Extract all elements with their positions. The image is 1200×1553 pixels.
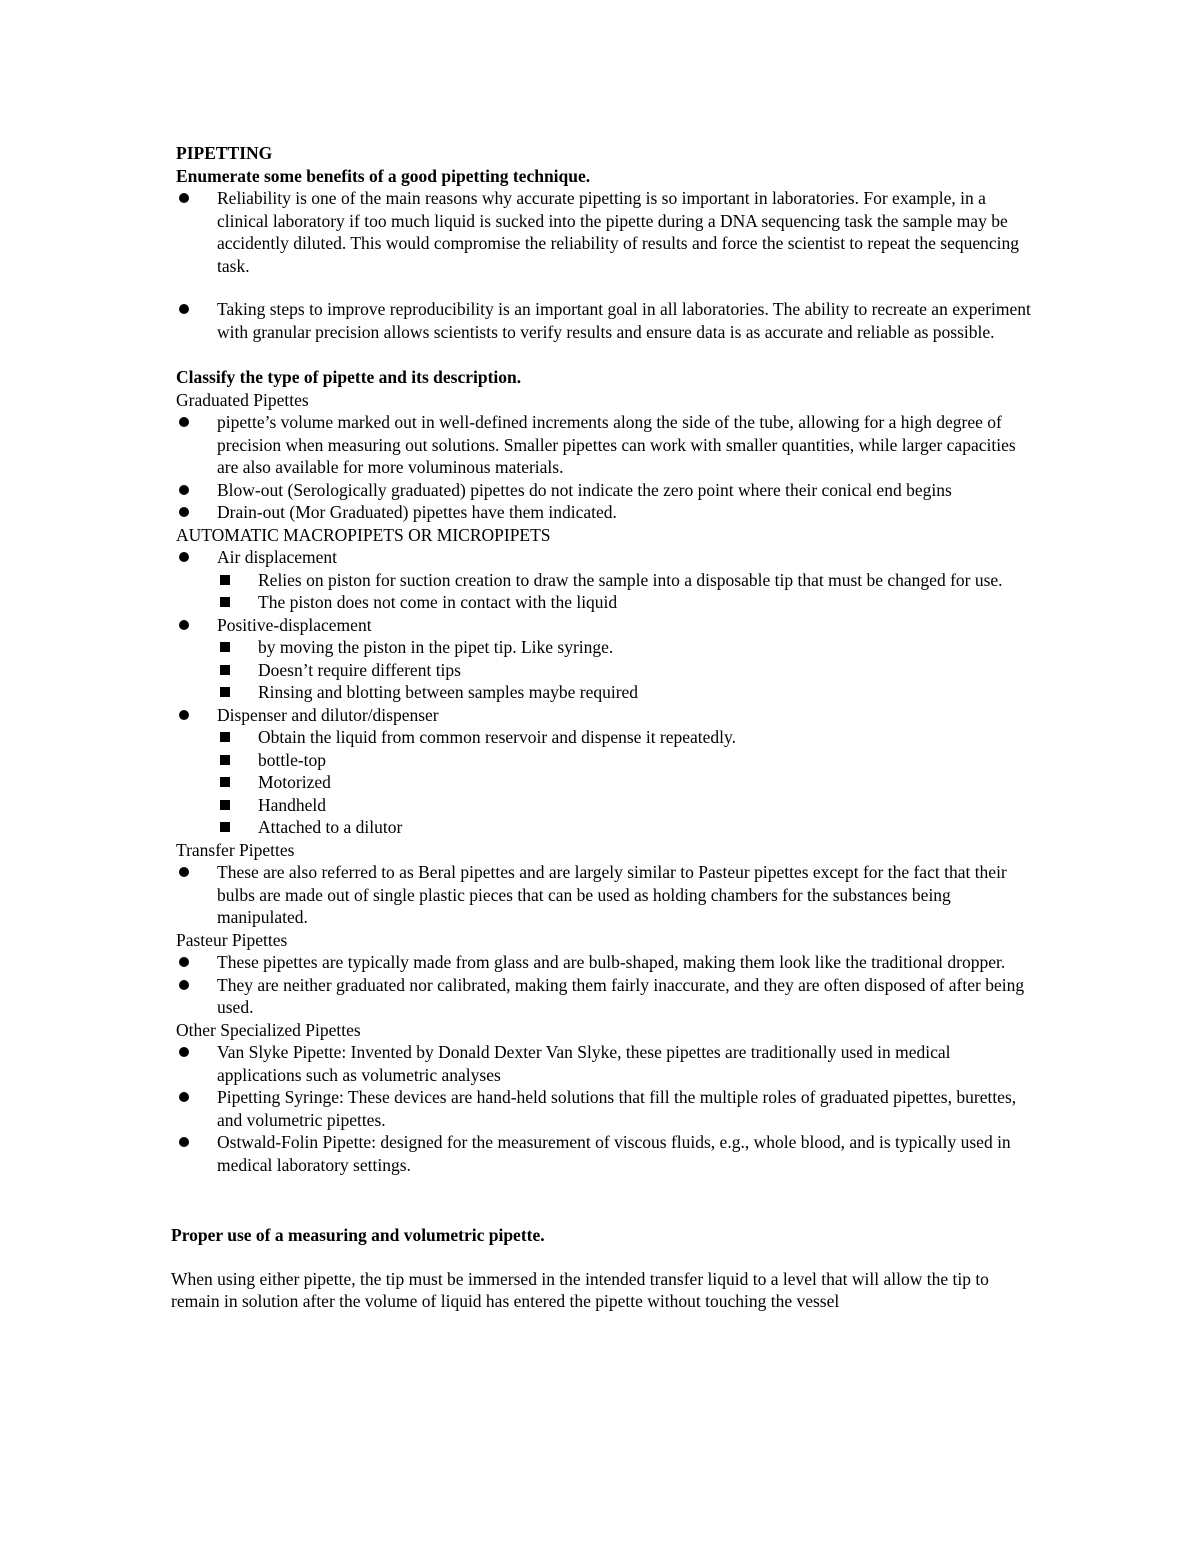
specialized-list bbox=[176, 1041, 1036, 1176]
square-bullet-icon bbox=[220, 575, 230, 585]
pasteur-list bbox=[176, 951, 1036, 1019]
bullet-icon bbox=[179, 417, 189, 427]
document-title: PIPETTING bbox=[176, 143, 273, 163]
label-pasteur: Pasteur Pipettes bbox=[176, 929, 288, 950]
automatic-list bbox=[176, 546, 1036, 839]
label-automatic: AUTOMATIC MACROPIPETS OR MICROPIPETS bbox=[176, 524, 551, 545]
list-item: Drain-out (Mor Graduated) pipettes have them indicated. bbox=[176, 501, 1036, 524]
graduated-list bbox=[176, 411, 1036, 524]
bullet-icon bbox=[179, 957, 189, 967]
square-bullet-icon bbox=[220, 687, 230, 697]
proper-use-paragraph: When using either pipette, the tip must be immersed in the intended transfer liquid to a level that will allow the tip to remain in solution after the volume of liquid has entered the pipette without touching the vessel bbox=[171, 1268, 989, 1311]
sub-list-item: Handheld bbox=[217, 794, 1036, 817]
bullet-icon bbox=[179, 620, 189, 630]
sub-list bbox=[217, 569, 1036, 614]
benefits-list-2 bbox=[176, 298, 1036, 343]
sub-list-item: Rinsing and blotting between samples maybe required bbox=[217, 681, 1036, 704]
bullet-icon bbox=[179, 507, 189, 517]
sub-list-item: Relies on piston for suction creation to draw the sample into a disposable tip that must be changed for use. bbox=[217, 569, 1036, 592]
list-item: Van Slyke Pipette: Invented by Donald Dexter Van Slyke, these pipettes are traditionally used in medical applications such as volumetric analyses bbox=[176, 1041, 1036, 1086]
bullet-icon bbox=[179, 304, 189, 314]
bullet-icon bbox=[179, 552, 189, 562]
sub-list bbox=[217, 636, 1036, 704]
list-item: These are also referred to as Beral pipettes and are largely similar to Pasteur pipettes except for the fact that their bulbs are made out of single plastic pieces that can be used as holding chambers for the substances being manipulated. bbox=[176, 861, 1036, 929]
sub-list-item: Motorized bbox=[217, 771, 1036, 794]
bullet-icon bbox=[179, 710, 189, 720]
list-item: Ostwald-Folin Pipette: designed for the measurement of viscous fluids, e.g., whole blood, and is typically used in medical laboratory settings. bbox=[176, 1131, 1036, 1176]
list-item: These pipettes are typically made from glass and are bulb-shaped, making them look like the traditional dropper. bbox=[176, 951, 1036, 974]
sub-list-item: Obtain the liquid from common reservoir and dispense it repeatedly. bbox=[217, 726, 1036, 749]
square-bullet-icon bbox=[220, 732, 230, 742]
list-item: Positive-displacement by moving the piston in the pipet tip. Like syringe. Doesn’t require different tips Rinsing and blotting between samples maybe required bbox=[176, 614, 1036, 704]
bullet-icon bbox=[179, 1047, 189, 1057]
sub-list-item: Attached to a dilutor bbox=[217, 816, 1036, 839]
sub-list-item: Doesn’t require different tips bbox=[217, 659, 1036, 682]
list-item: Air displacement Relies on piston for suction creation to draw the sample into a disposable tip that must be changed for use. The piston does not come in contact with the liquid bbox=[176, 546, 1036, 614]
bullet-icon bbox=[179, 867, 189, 877]
bullet-icon bbox=[179, 1137, 189, 1147]
label-graduated: Graduated Pipettes bbox=[176, 389, 309, 410]
benefits-list bbox=[176, 187, 1036, 277]
bullet-icon bbox=[179, 193, 189, 203]
list-item: They are neither graduated nor calibrated, making them fairly inaccurate, and they are often disposed of after being used. bbox=[176, 974, 1036, 1019]
section-heading-benefits: Enumerate some benefits of a good pipetting technique. bbox=[176, 165, 591, 186]
sub-list-item: bottle-top bbox=[217, 749, 1036, 772]
square-bullet-icon bbox=[220, 777, 230, 787]
document-body bbox=[171, 142, 1036, 1313]
bullet-icon bbox=[179, 1092, 189, 1102]
list-item: Blow-out (Serologically graduated) pipettes do not indicate the zero point where their conical end begins bbox=[176, 479, 1036, 502]
list-item: Reliability is one of the main reasons why accurate pipetting is so important in laboratories. For example, in a clinical laboratory if too much liquid is sucked into the pipette during a DNA sequencing task the sample may be accidently diluted. This would compromise the reliability of results and force the scientist to repeat the sequencing task. bbox=[176, 187, 1036, 277]
square-bullet-icon bbox=[220, 597, 230, 607]
sub-list-item: The piston does not come in contact with the liquid bbox=[217, 591, 1036, 614]
square-bullet-icon bbox=[220, 822, 230, 832]
transfer-list bbox=[176, 861, 1036, 929]
section-heading-proper-use: Proper use of a measuring and volumetric pipette. bbox=[171, 1225, 545, 1245]
square-bullet-icon bbox=[220, 755, 230, 765]
square-bullet-icon bbox=[220, 800, 230, 810]
list-item: pipette’s volume marked out in well-defined increments along the side of the tube, allowing for a high degree of precision when measuring out solutions. Smaller pipettes can work with smaller quantities, while larger capacities are also available for more voluminous materials. bbox=[176, 411, 1036, 479]
sub-list bbox=[217, 726, 1036, 839]
list-item: Pipetting Syringe: These devices are hand-held solutions that fill the multiple roles of graduated pipettes, burettes, and volumetric pipettes. bbox=[176, 1086, 1036, 1131]
list-item: Taking steps to improve reproducibility is an important goal in all laboratories. The ability to recreate an experiment with granular precision allows scientists to verify results and ensure data is as accurate and reliable as possible. bbox=[176, 298, 1036, 343]
label-transfer: Transfer Pipettes bbox=[176, 839, 295, 860]
bullet-icon bbox=[179, 485, 189, 495]
label-specialized: Other Specialized Pipettes bbox=[176, 1019, 361, 1040]
sub-list-item: by moving the piston in the pipet tip. Like syringe. bbox=[217, 636, 1036, 659]
section-heading-classify: Classify the type of pipette and its description. bbox=[176, 367, 522, 387]
square-bullet-icon bbox=[220, 642, 230, 652]
bullet-icon bbox=[179, 980, 189, 990]
list-item: Dispenser and dilutor/dispenser Obtain the liquid from common reservoir and dispense it repeatedly. bottle-top Motorized Handheld Attached to a dilutor bbox=[176, 704, 1036, 839]
square-bullet-icon bbox=[220, 665, 230, 675]
